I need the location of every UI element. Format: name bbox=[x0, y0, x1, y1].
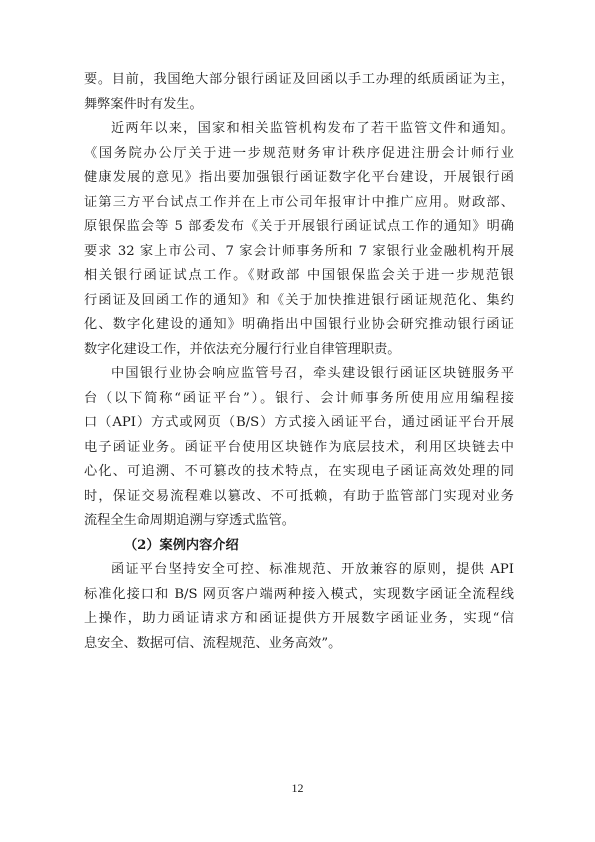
paragraph-line: 上操作，助力函证请求方和函证提供方开展数字函证业务，实现“信 bbox=[84, 611, 514, 626]
paragraph-line: 要求 32 家上市公司、7 家会计师事务所和 7 家银行业金融机构开展 bbox=[84, 243, 514, 259]
body-text bbox=[84, 68, 514, 656]
paragraph-line: 舞弊案件时有发生。 bbox=[84, 96, 203, 112]
paragraph-line: 化、数字化建设的通知》明确指出中国银行业协会研究推动银行函证 bbox=[84, 317, 514, 332]
paragraph-line: 息安全、数据可信、流程规范、业务高效”。 bbox=[84, 635, 342, 651]
paragraph-line: 健康发展的意见》指出要加强银行函证数字化平台建设，开展银行函 bbox=[84, 170, 514, 185]
section-heading: （2）案例内容介绍 bbox=[124, 537, 239, 553]
paragraph-line: 行函证及回函工作的通知》和《关于加快推进银行函证规范化、集约 bbox=[84, 292, 514, 308]
paragraph-line: 数字化建设工作，并依法充分履行行业自律管理职责。 bbox=[84, 341, 401, 357]
paragraph-line: 电子函证业务。函证平台使用区块链作为底层技术，利用区块链去中 bbox=[84, 439, 514, 455]
paragraph-line: 原银保监会等 5 部委发布《关于开展银行函证试点工作的通知》明确 bbox=[84, 219, 514, 234]
paragraph-line: 《国务院办公厅关于进一步规范财务审计秩序促进注册会计师行业 bbox=[84, 145, 514, 161]
paragraph-line: 要。目前，我国绝大部分银行函证及回函以手工办理的纸质函证为主， bbox=[84, 72, 514, 87]
paragraph-line: 标准化接口和 B/S 网页客户端两种接入模式，实现数字函证全流程线 bbox=[84, 586, 514, 602]
page-number: 12 bbox=[291, 781, 304, 795]
paragraph-line: 心化、可追溯、不可篡改的技术特点，在实现电子函证高效处理的同 bbox=[84, 464, 514, 479]
paragraph-line: 流程全生命周期追溯与穿透式监管。 bbox=[84, 513, 295, 528]
paragraph-line: 函证平台坚持安全可控、标准规范、开放兼容的原则，提供 API bbox=[111, 562, 514, 577]
paragraph-line: 相关银行函证试点工作。《财政部 中国银保监会关于进一步规范银 bbox=[84, 268, 514, 283]
paragraph-line: 近两年以来，国家和相关监管机构发布了若干监管文件和通知。 bbox=[111, 121, 514, 136]
paragraph-line: 时，保证交易流程难以篡改、不可抵赖，有助于监管部门实现对业务 bbox=[84, 488, 514, 504]
paragraph-line: 台（以下简称“函证平台”）。银行、会计师事务所使用应用编程接 bbox=[84, 390, 514, 406]
paragraph-line: 中国银行业协会响应监管号召，牵头建设银行函证区块链服务平 bbox=[111, 366, 514, 381]
paragraph-line: 证第三方平台试点工作并在上市公司年报审计中推广应用。财政部、 bbox=[84, 194, 514, 210]
paragraph-line: 口（API）方式或网页（B/S）方式接入函证平台，通过函证平台开展 bbox=[84, 415, 514, 430]
